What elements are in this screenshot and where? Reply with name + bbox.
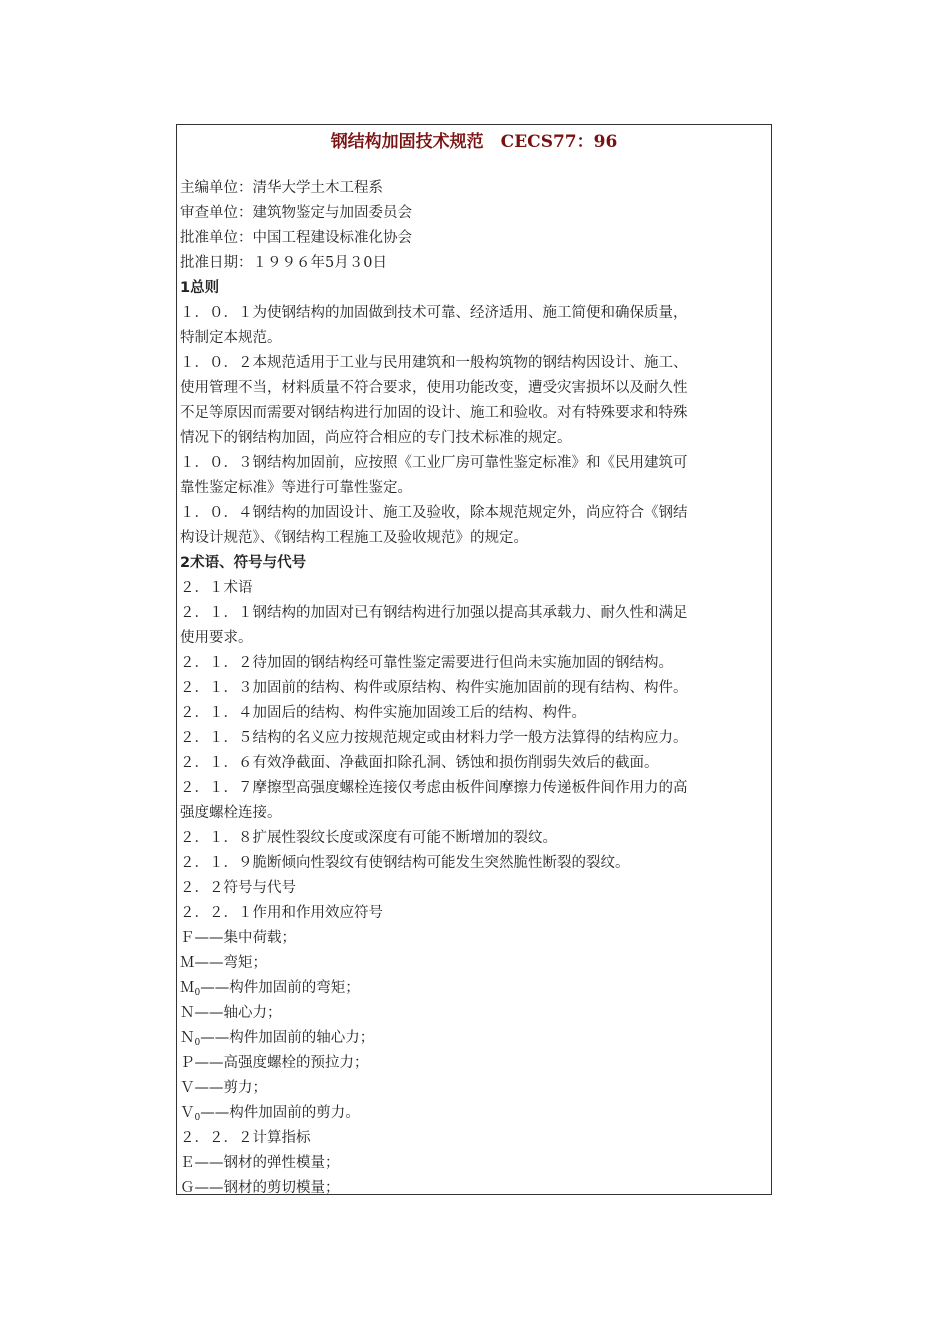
clause-line: ２．１．８扩展性裂纹长度或深度有可能不断增加的裂纹。 bbox=[180, 830, 557, 846]
symbol-definition: Ｎ——轴心力； bbox=[180, 1005, 282, 1021]
clause-line: 使用要求。 bbox=[180, 630, 253, 646]
symbol-description: ——构件加固前的轴心力； bbox=[200, 1030, 375, 1046]
clause-line: ２．１．３加固前的结构、构件或原结构、构件实施加固前的现有结构、构件。 bbox=[180, 680, 688, 696]
clause-line: 特制定本规范。 bbox=[180, 330, 282, 346]
clause-line: １．０．１为使钢结构的加固做到技术可靠、经济适用、施工简便和确保质量， bbox=[180, 305, 688, 321]
clause-line: ２．１．１钢结构的加固对已有钢结构进行加强以提高其承载力、耐久性和满足 bbox=[180, 605, 688, 621]
section-heading-1: 1总则 bbox=[180, 280, 220, 296]
clause-line: 靠性鉴定标准》等进行可靠性鉴定。 bbox=[180, 480, 412, 496]
clause-line: 强度螺栓连接。 bbox=[180, 805, 282, 821]
clause-line: 构设计规范》、《钢结构工程施工及验收规范》的规定。 bbox=[180, 530, 528, 546]
symbol-subscript: 0 bbox=[194, 1038, 201, 1048]
document-title: 钢结构加固技术规范 CECS77：96 bbox=[330, 132, 618, 152]
subsection-heading: ２．２符号与代号 bbox=[180, 880, 296, 896]
symbol-subscript: 0 bbox=[194, 988, 201, 998]
clause-line: ２．２．１作用和作用效应符号 bbox=[180, 905, 383, 921]
clause-line: ２．１．９脆断倾向性裂纹有使钢结构可能发生突然脆性断裂的裂纹。 bbox=[180, 855, 630, 871]
document-frame bbox=[176, 124, 772, 1195]
clause-line: １．０．２本规范适用于工业与民用建筑和一般构筑物的钢结构因设计、施工、 bbox=[180, 355, 688, 371]
clause-line: １．０．３钢结构加固前，应按照《工业厂房可靠性鉴定标准》和《民用建筑可 bbox=[180, 455, 688, 471]
meta-date: 批准日期：１９９６年5月３0日 bbox=[180, 255, 387, 271]
symbol-base: Ｎ bbox=[180, 1030, 195, 1046]
symbol-definition bbox=[180, 1101, 768, 1126]
clause-line: 情况下的钢结构加固，尚应符合相应的专门技术标准的规定。 bbox=[180, 430, 572, 446]
document-body bbox=[180, 176, 768, 1201]
clause-line: ２．１．５结构的名义应力按规范规定或由材料力学一般方法算得的结构应力。 bbox=[180, 730, 688, 746]
symbol-base: Ｍ bbox=[180, 980, 195, 996]
symbol-definition: Ｆ——集中荷载； bbox=[180, 930, 296, 946]
clause-line: 不足等原因而需要对钢结构进行加固的设计、施工和验收。对有特殊要求和特殊 bbox=[180, 405, 688, 421]
section-heading-2: 2术语、符号与代号 bbox=[180, 555, 307, 571]
clause-line: ２．２．２计算指标 bbox=[180, 1130, 311, 1146]
clause-line: １．０．４钢结构的加固设计、施工及验收，除本规范规定外，尚应符合《钢结 bbox=[180, 505, 688, 521]
symbol-definition: Ｐ——高强度螺栓的预拉力； bbox=[180, 1055, 369, 1071]
symbol-definition: Ｖ——剪力； bbox=[180, 1080, 267, 1096]
symbol-definition: Ｍ——弯矩； bbox=[180, 955, 267, 971]
symbol-definition bbox=[180, 976, 768, 1001]
symbol-definition bbox=[180, 1026, 768, 1051]
symbol-base: Ｖ bbox=[180, 1105, 195, 1121]
symbol-subscript: 0 bbox=[194, 1113, 201, 1123]
meta-approver: 批准单位：中国工程建设标准化协会 bbox=[180, 230, 412, 246]
clause-line: 使用管理不当，材料质量不符合要求，使用功能改变，遭受灾害损坏以及耐久性 bbox=[180, 380, 688, 396]
symbol-definition: Ｇ——钢材的剪切模量； bbox=[180, 1180, 340, 1196]
symbol-description: ——构件加固前的弯矩； bbox=[200, 980, 360, 996]
subsection-heading: ２．１术语 bbox=[180, 580, 253, 596]
clause-line: ２．１．２待加固的钢结构经可靠性鉴定需要进行但尚未实施加固的钢结构。 bbox=[180, 655, 673, 671]
meta-reviewer: 审查单位：建筑物鉴定与加固委员会 bbox=[180, 205, 412, 221]
symbol-description: ——构件加固前的剪力。 bbox=[200, 1105, 360, 1121]
clause-line: ２．１．６有效净截面、净截面扣除孔洞、锈蚀和损伤削弱失效后的截面。 bbox=[180, 755, 659, 771]
clause-line: ２．１．７摩擦型高强度螺栓连接仅考虑由板件间摩擦力传递板件间作用力的高 bbox=[180, 780, 688, 796]
symbol-definition: Ｅ——钢材的弹性模量； bbox=[180, 1155, 340, 1171]
clause-line: ２．１．４加固后的结构、构件实施加固竣工后的结构、构件。 bbox=[180, 705, 586, 721]
meta-editor: 主编单位：清华大学土木工程系 bbox=[180, 180, 383, 196]
